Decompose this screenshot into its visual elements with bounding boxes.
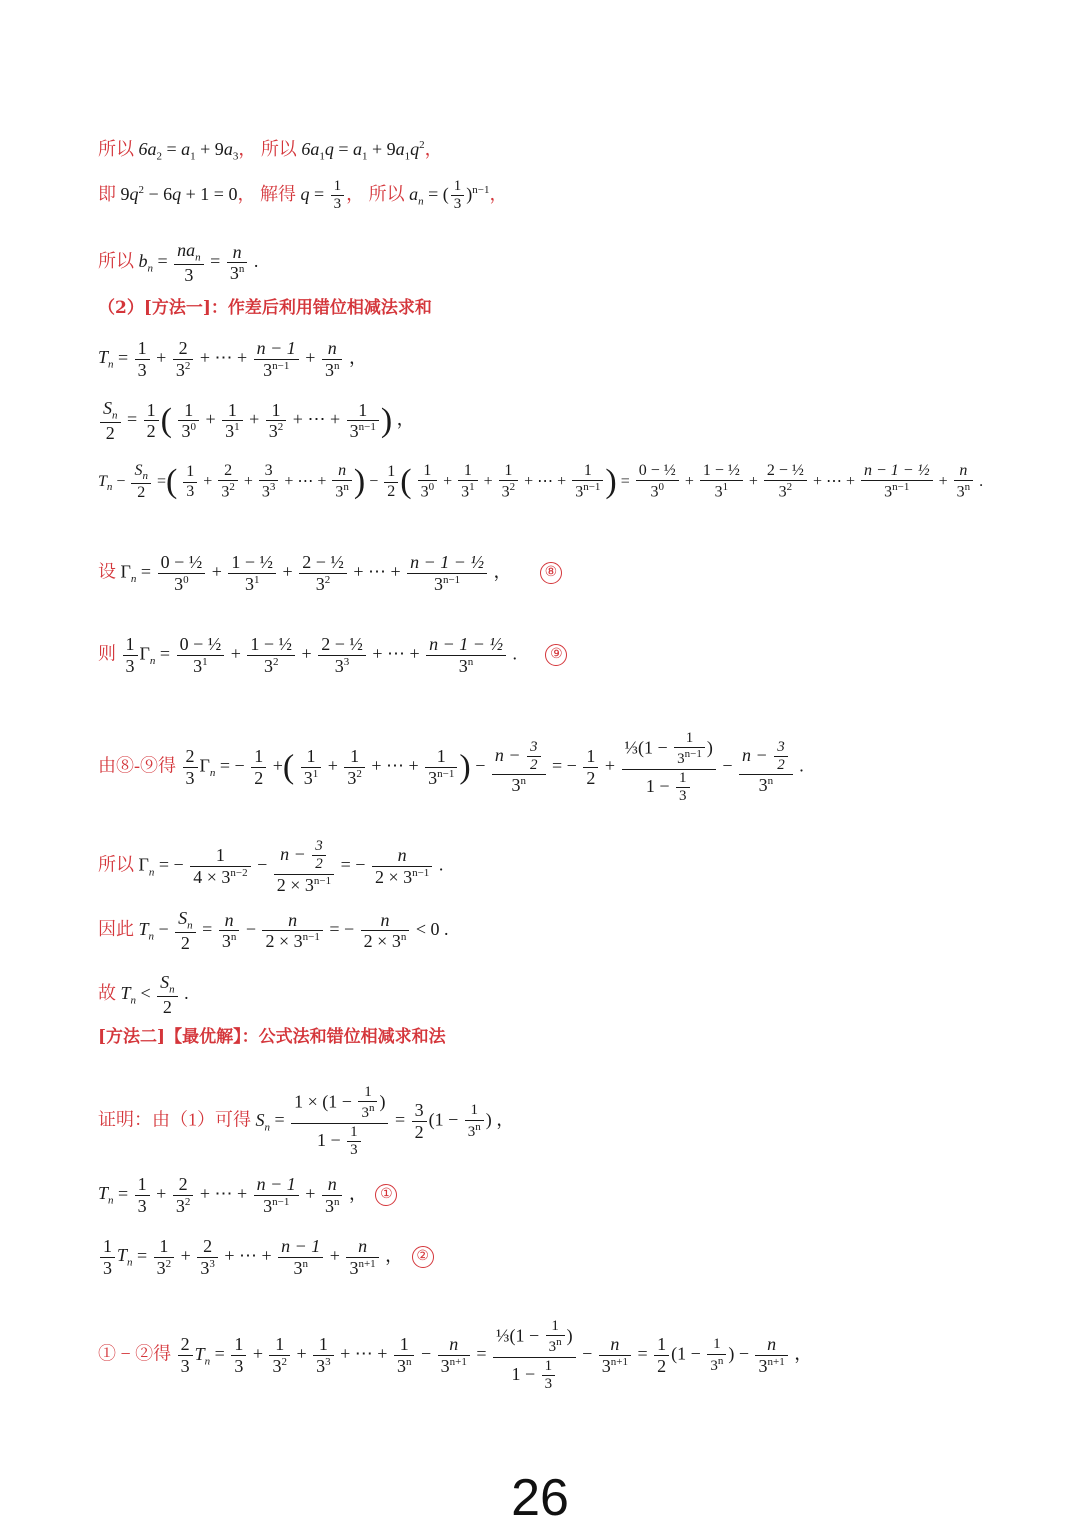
eq-gamma-def: 设 $\Gamma_n$ = $\frac{\text{0 − ½}}{3^0}$ + $\frac{\text{1 − ½}}{3^1}$ + $\frac{\text{2 − ½}}{3^2}$ + ⋯ + $\frac{\text{n − 1 − ½}}{3^{n-1}}$ ， ⑧ [98,552,562,594]
eq-hence: 因此 $T_n$ − $\frac{S_n}{2}$ = $\frac{n}{3^n}$ − $\frac{n}{2 \times 3^{n-1}}$ = − $\frac{n}{2 \times 3^n}$ < 0 . [98,908,449,954]
eq-difference: $T_n$ − $\frac{S_n}{2}$ =( $\frac{1}{3}$ + $\frac{2}{3^2}$ + $\frac{3}{3^3}$ + ⋯ + $\frac{n}{3^n}$ ) − $\frac{1}{2}$ ( $\frac{1}{3^0}$ + $\frac{1}{3^1}$ + $\frac{1}{3^2}$ + ⋯ + $\frac{1}{3^{n-1}}$ ) = $\frac{\text{0 − ½}}{3^0}$ + $\frac{\text{1 − ½}}{3^1}$ + $\frac{\text{2 − ½}}{3^2}$ + ⋯ + $\frac{\text{n − 1 − ½}}{3^{n-1}}$ + $\frac{n}{3^n}$ . [98,462,984,501]
eq-tn: $T_n$ = $\frac{1}{3}$ + $\frac{2}{3^2}$ + ⋯ + $\frac{n - 1}{3^{n-1}}$ + $\frac{n}{3^n}$ ， [98,338,367,380]
line-1: 所以 $6a_2 = a_1 + 9a_3$， 所以 $6a_1q = a_1 + 9a_1q^2$， [98,139,443,163]
eq-subtract-89: 由⑧-⑨得 $\frac{2}{3}$ $\Gamma_n$ = − $\frac{1}{2}$ +( $\frac{1}{3^1}$ + $\frac{1}{3^2}$ + ⋯ + $\frac{1}{3^{n-1}}$ ) − n − $\frac{3}{2}$ 3$^n$ = − $\frac{1}{2}$ + ⅓(1 − $\frac{1}{3^{n-1}}$ ) 1 − $\frac{1}{3}$ − n − $\frac{3}{2}$ 3$^n$ . [98,730,804,804]
marker-9: ⑨ [545,644,567,666]
text-ji: 即 [98,183,116,204]
text-suoyi: 所以 [98,139,134,159]
text-you: 由 [98,755,116,776]
text-she: 设 [98,561,116,582]
text-jiede: 解得 [259,183,296,204]
method-two-heading: [方法二]【最优解】：公式法和错位相减求和法 [98,1027,446,1047]
text-suoyi-2: 所以 [260,139,297,159]
text-proof: 证明：由（1）可得 [98,1109,251,1130]
eq-gamma-result: 所以 $\Gamma_n$ = − $\frac{1}{4 \times 3^{n-2}}$ − n − $\frac{3}{2}$ $2 \times 3^{n-1}$ = − $\frac{n}{2 \times 3^{n-1}}$ . [98,838,444,895]
eq-therefore: 故 $T_n$ < $\frac{S_n}{2}$ . [98,972,189,1018]
marker-1: ① [375,1184,397,1206]
marker-8: ⑧ [540,562,562,584]
text-de-2: 得 [153,1343,172,1364]
text-yinci: 因此 [98,919,134,940]
eq-subtract-12: ① − ②得 $\frac{2}{3}$ $T_n$ = $\frac{1}{3}$ + $\frac{1}{3^2}$ + $\frac{1}{3^3}$ + ⋯ + $\frac{1}{3^n}$ − $\frac{n}{3^{n+1}}$ = ⅓(1 − $\frac{1}{3^n}$ ) 1 − $\frac{1}{3}$ − $\frac{n}{3^{n+1}}$ = $\frac{1}{2}$ (1 − $\frac{1}{3^n}$ ) − $\frac{n}{3^{n+1}}$ ， [98,1318,813,1392]
text-de: 得 [158,755,176,776]
eq-tn-1: $T_n$ = $\frac{1}{3}$ + $\frac{2}{3^2}$ + ⋯ + $\frac{n - 1}{3^{n-1}}$ + $\frac{n}{3^n}$ ， ① [98,1174,397,1216]
method-one-heading: （2）[方法一]：作差后利用错位相减法求和 [98,298,432,318]
text-suoyi-4: 所以 [98,251,134,272]
eq-proof-sn: 证明：由（1）可得 $S_n$ = 1 × (1 − $\frac{1}{3^n}$ ) 1 − $\frac{1}{3}$ = $\frac{3}{2}$ (1 − $\frac{1}{3^n}$ ) ， [98,1084,515,1158]
text-ze: 则 [98,643,116,664]
eq-tn-2: $\frac{1}{3}$ $T_n$ = $\frac{1}{3^2}$ + $\frac{2}{3^3}$ + ⋯ + $\frac{n - 1}{3^n}$ + $\frac{n}{3^{n+1}}$ ， ② [98,1236,434,1278]
text-gu: 故 [98,983,116,1004]
eq-sn-half: $\frac{S_n}{2}$ = $\frac{1}{2}$ ( $\frac{1}{3^0}$ + $\frac{1}{3^1}$ + $\frac{1}{3^2}$ + ⋯ + $\frac{1}{3^{n-1}}$ ) ， [98,398,415,444]
eq-gamma-third: 则 $\frac{1}{3}$ $\Gamma_n$ = $\frac{\text{0 − ½}}{3^1}$ + $\frac{\text{1 − ½}}{3^2}$ + $\frac{\text{2 − ½}}{3^3}$ + ⋯ + $\frac{\text{n − 1 − ½}}{3^n}$ . ⑨ [98,634,567,676]
line-2: 即 $9q^2 - 6q + 1 = 0$， 解得 q = $\frac{1}{3}$ ， 所以 $a_n$ = ( $\frac{1}{3}$ )$^{n-1}$， [98,178,508,213]
line-3: 所以 $b_n$ = $na_n$ 3 = $\frac{n}{3^n}$ . [98,240,259,286]
text-suoyi-3: 所以 [368,183,405,204]
page-number: 26 [511,1469,569,1527]
marker-2: ② [412,1246,434,1268]
text-suoyi-5: 所以 [98,854,134,875]
